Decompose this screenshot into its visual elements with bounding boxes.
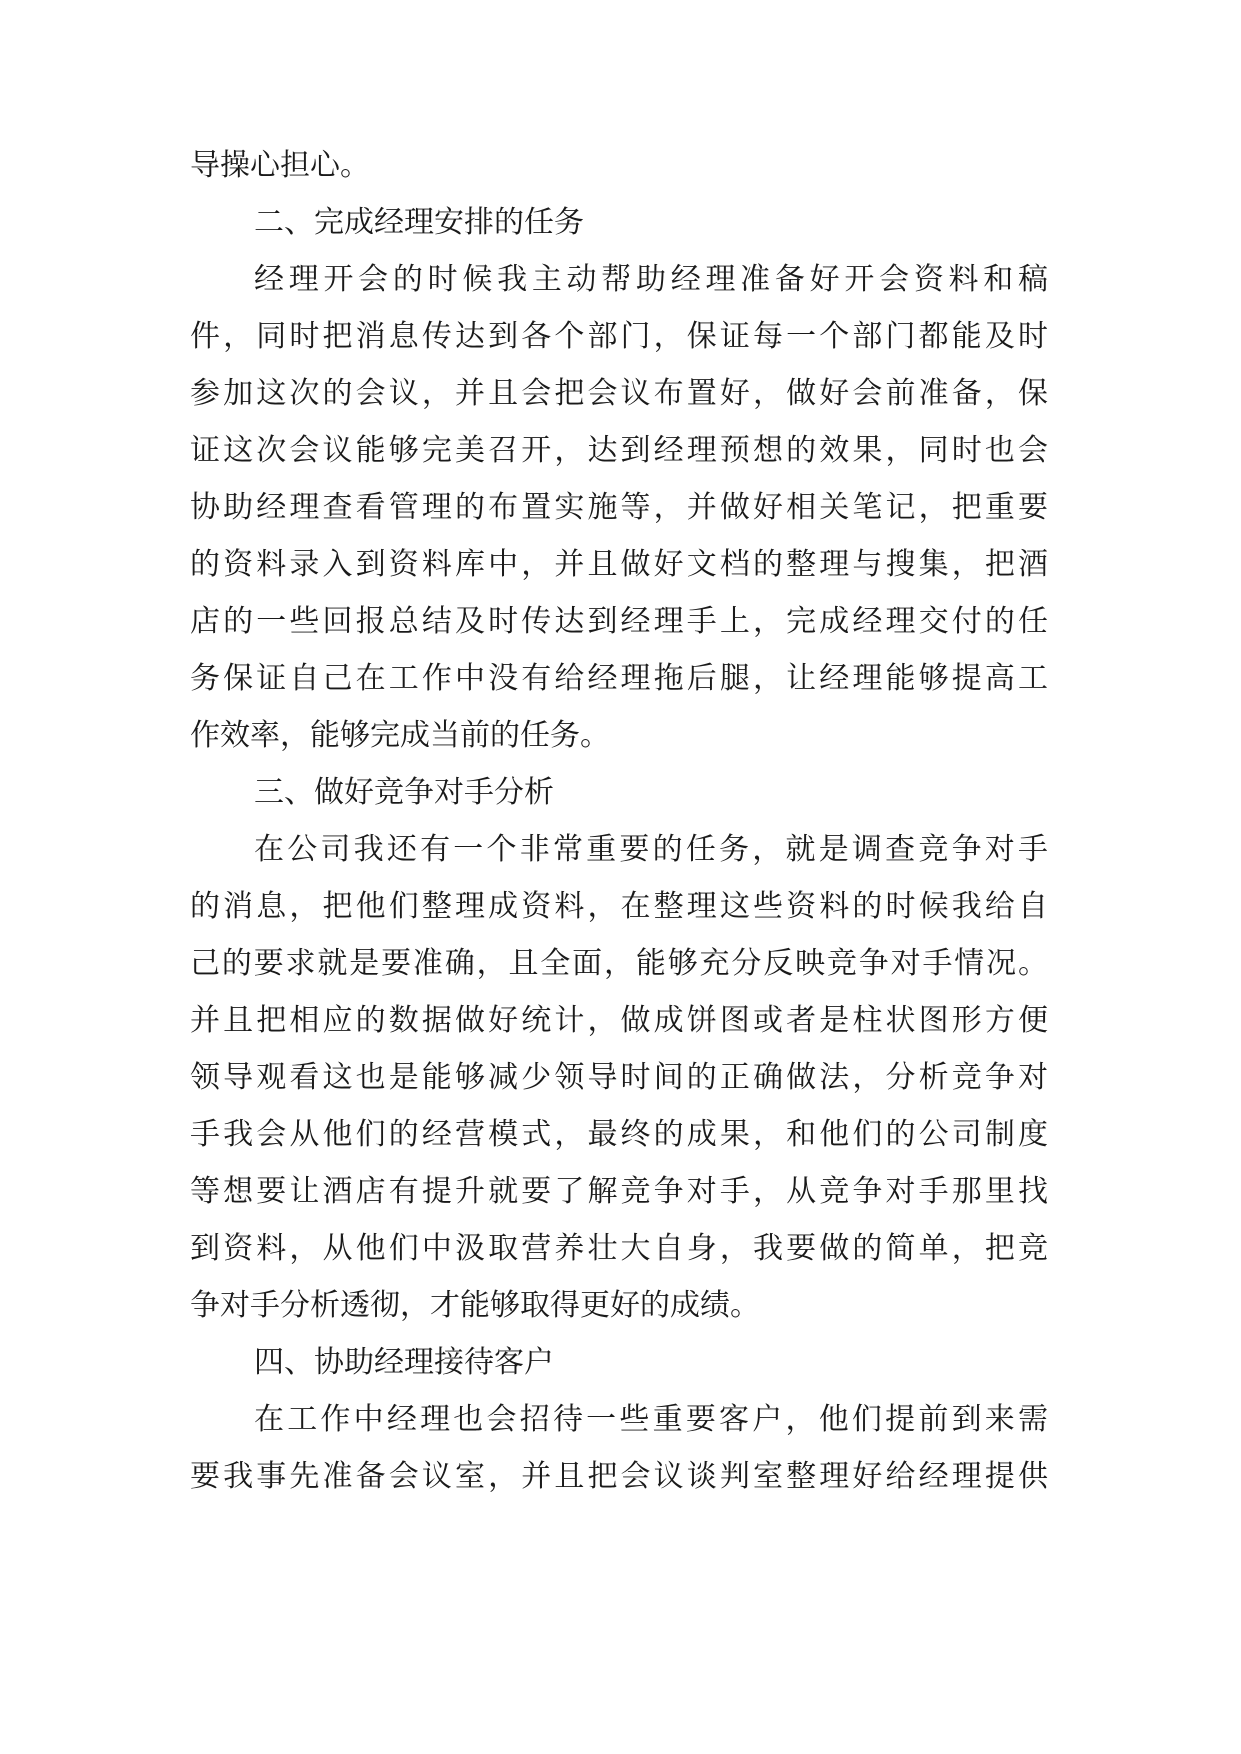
paragraph-line: 领导观看这也是能够减少领导时间的正确做法，分析竞争对	[190, 1060, 1048, 1095]
section-heading: 三、做好竞争对手分析	[254, 775, 554, 810]
paragraph-line: 等想要让酒店有提升就要了解竞争对手，从竞争对手那里找	[190, 1174, 1048, 1209]
paragraph-line: 证这次会议能够完美召开，达到经理预想的效果，同时也会	[190, 433, 1048, 468]
paragraph-line: 己的要求就是要准确，且全面，能够充分反映竞争对手情况。	[190, 946, 1048, 981]
paragraph-line: 件，同时把消息传达到各个部门，保证每一个部门都能及时	[190, 319, 1048, 354]
paragraph-line: 协助经理查看管理的布置实施等，并做好相关笔记，把重要	[190, 490, 1048, 525]
paragraph-line: 要我事先准备会议室，并且把会议谈判室整理好给经理提供	[190, 1459, 1048, 1494]
paragraph-line: 经理开会的时候我主动帮助经理准备好开会资料和稿	[254, 262, 1048, 297]
paragraph-line: 在公司我还有一个非常重要的任务，就是调查竞争对手	[254, 832, 1048, 867]
paragraph-line: 导操心担心。	[190, 148, 370, 183]
section-heading: 四、协助经理接待客户	[254, 1345, 554, 1380]
paragraph-line: 的资料录入到资料库中，并且做好文档的整理与搜集，把酒	[190, 547, 1048, 582]
paragraph-line: 务保证自己在工作中没有给经理拖后腿，让经理能够提高工	[190, 661, 1048, 696]
paragraph-line: 到资料，从他们中汲取营养壮大自身，我要做的简单，把竞	[190, 1231, 1048, 1266]
paragraph-line: 的消息，把他们整理成资料，在整理这些资料的时候我给自	[190, 889, 1048, 924]
paragraph-line: 在工作中经理也会招待一些重要客户，他们提前到来需	[254, 1402, 1048, 1437]
paragraph-line: 作效率，能够完成当前的任务。	[190, 718, 610, 753]
paragraph-line: 店的一些回报总结及时传达到经理手上，完成经理交付的任	[190, 604, 1048, 639]
paragraph-line: 并且把相应的数据做好统计，做成饼图或者是柱状图形方便	[190, 1003, 1048, 1038]
paragraph-line: 争对手分析透彻，才能够取得更好的成绩。	[190, 1288, 760, 1323]
section-heading: 二、完成经理安排的任务	[254, 205, 584, 240]
paragraph-line: 参加这次的会议，并且会把会议布置好，做好会前准备，保	[190, 376, 1048, 411]
paragraph-line: 手我会从他们的经营模式，最终的成果，和他们的公司制度	[190, 1117, 1048, 1152]
